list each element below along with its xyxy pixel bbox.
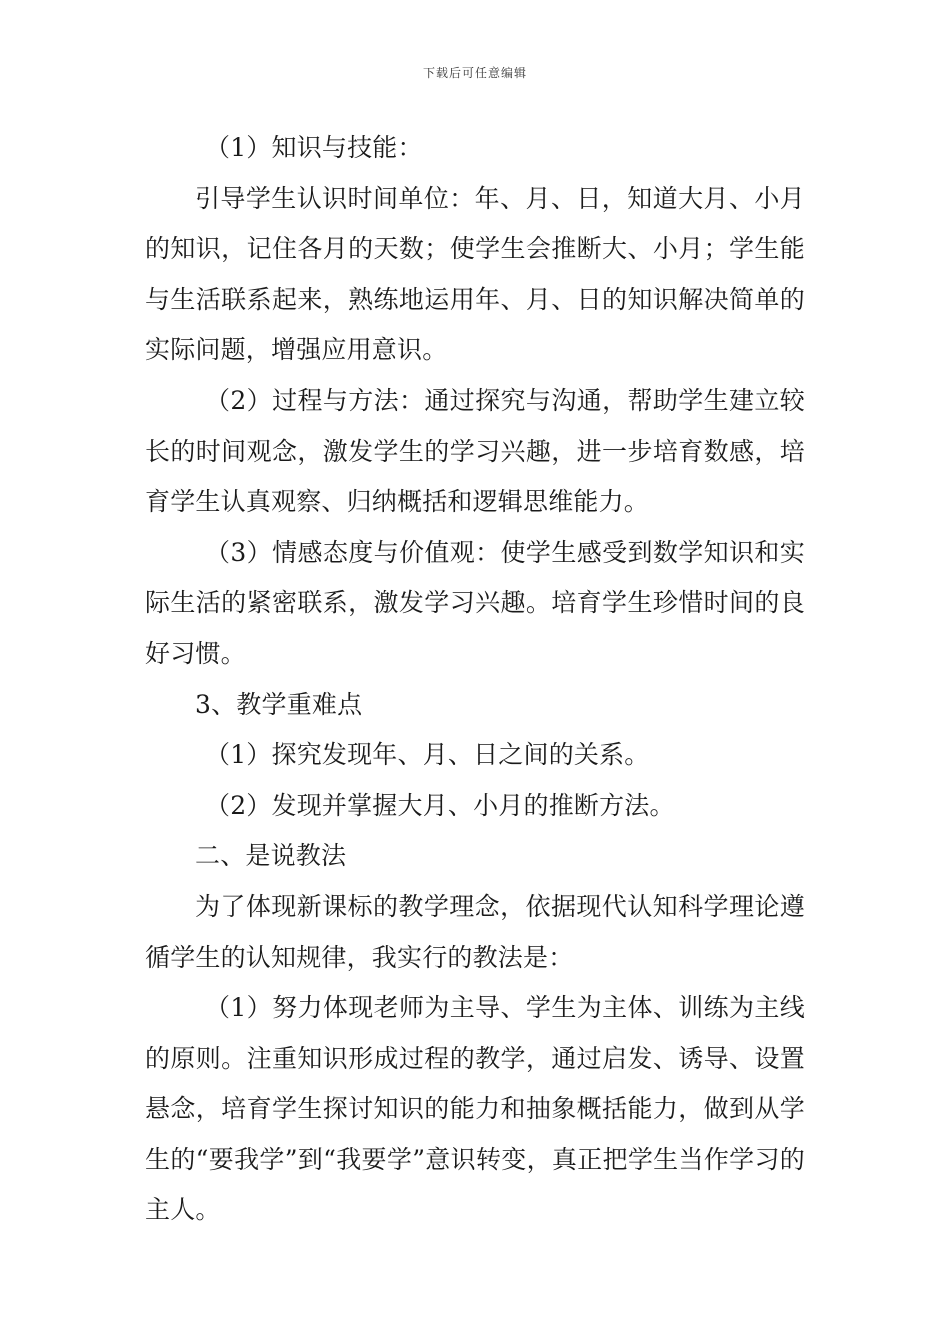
paragraph-knowledge-skills-heading: （1）知识与技能： [205,133,423,162]
paragraph-knowledge-skills: 引导学生认识时间单位：年、月、日，知道大月、小月的知识，记住各月的天数；使学生会推断大、小月；学生能与生活联系起来，熟练地运用年、月、日的知识解决简单的实际问题，增强应用意识。 [145,183,805,365]
paragraph-teaching-intro: 为了体现新课标的教学理念，依据现代认知科学理论遵循学生的认知规律，我实行的教法是： [145,891,805,972]
section-heading-key-points: 3、教学重难点 [195,689,363,719]
paragraph-key-point-2: （2）发现并掌握大月、小月的推断方法。 [205,790,675,820]
page-header-note: 下载后可任意编辑 [422,66,527,80]
section-heading-teaching-methods: 二、是说教法 [195,841,347,871]
paragraph-emotion-values: （3）情感态度与价值观：使学生感受到数学知识和实际生活的紧密联系，激发学习兴趣。培育学生珍惜时间的良好习惯。 [145,537,805,668]
paragraph-teaching-method-1: （1）努力体现老师为主导、学生为主体、训练为主线的原则。注重知识形成过程的教学，通过启发、诱导、设置悬念，培育学生探讨知识的能力和抽象概括能力，做到从学生的“要我学”到“我要学”意识转变，真正把学生当作学习的主人。 [145,993,805,1225]
paragraph-process-methods: （2）过程与方法：通过探究与沟通，帮助学生建立较长的时间观念，激发学生的学习兴趣，进一步培育数感，培育学生认真观察、归纳概括和逻辑思维能力。 [145,385,805,517]
document-body [145,123,805,1236]
paragraph-key-point-1: （1）探究发现年、月、日之间的关系。 [205,740,650,770]
